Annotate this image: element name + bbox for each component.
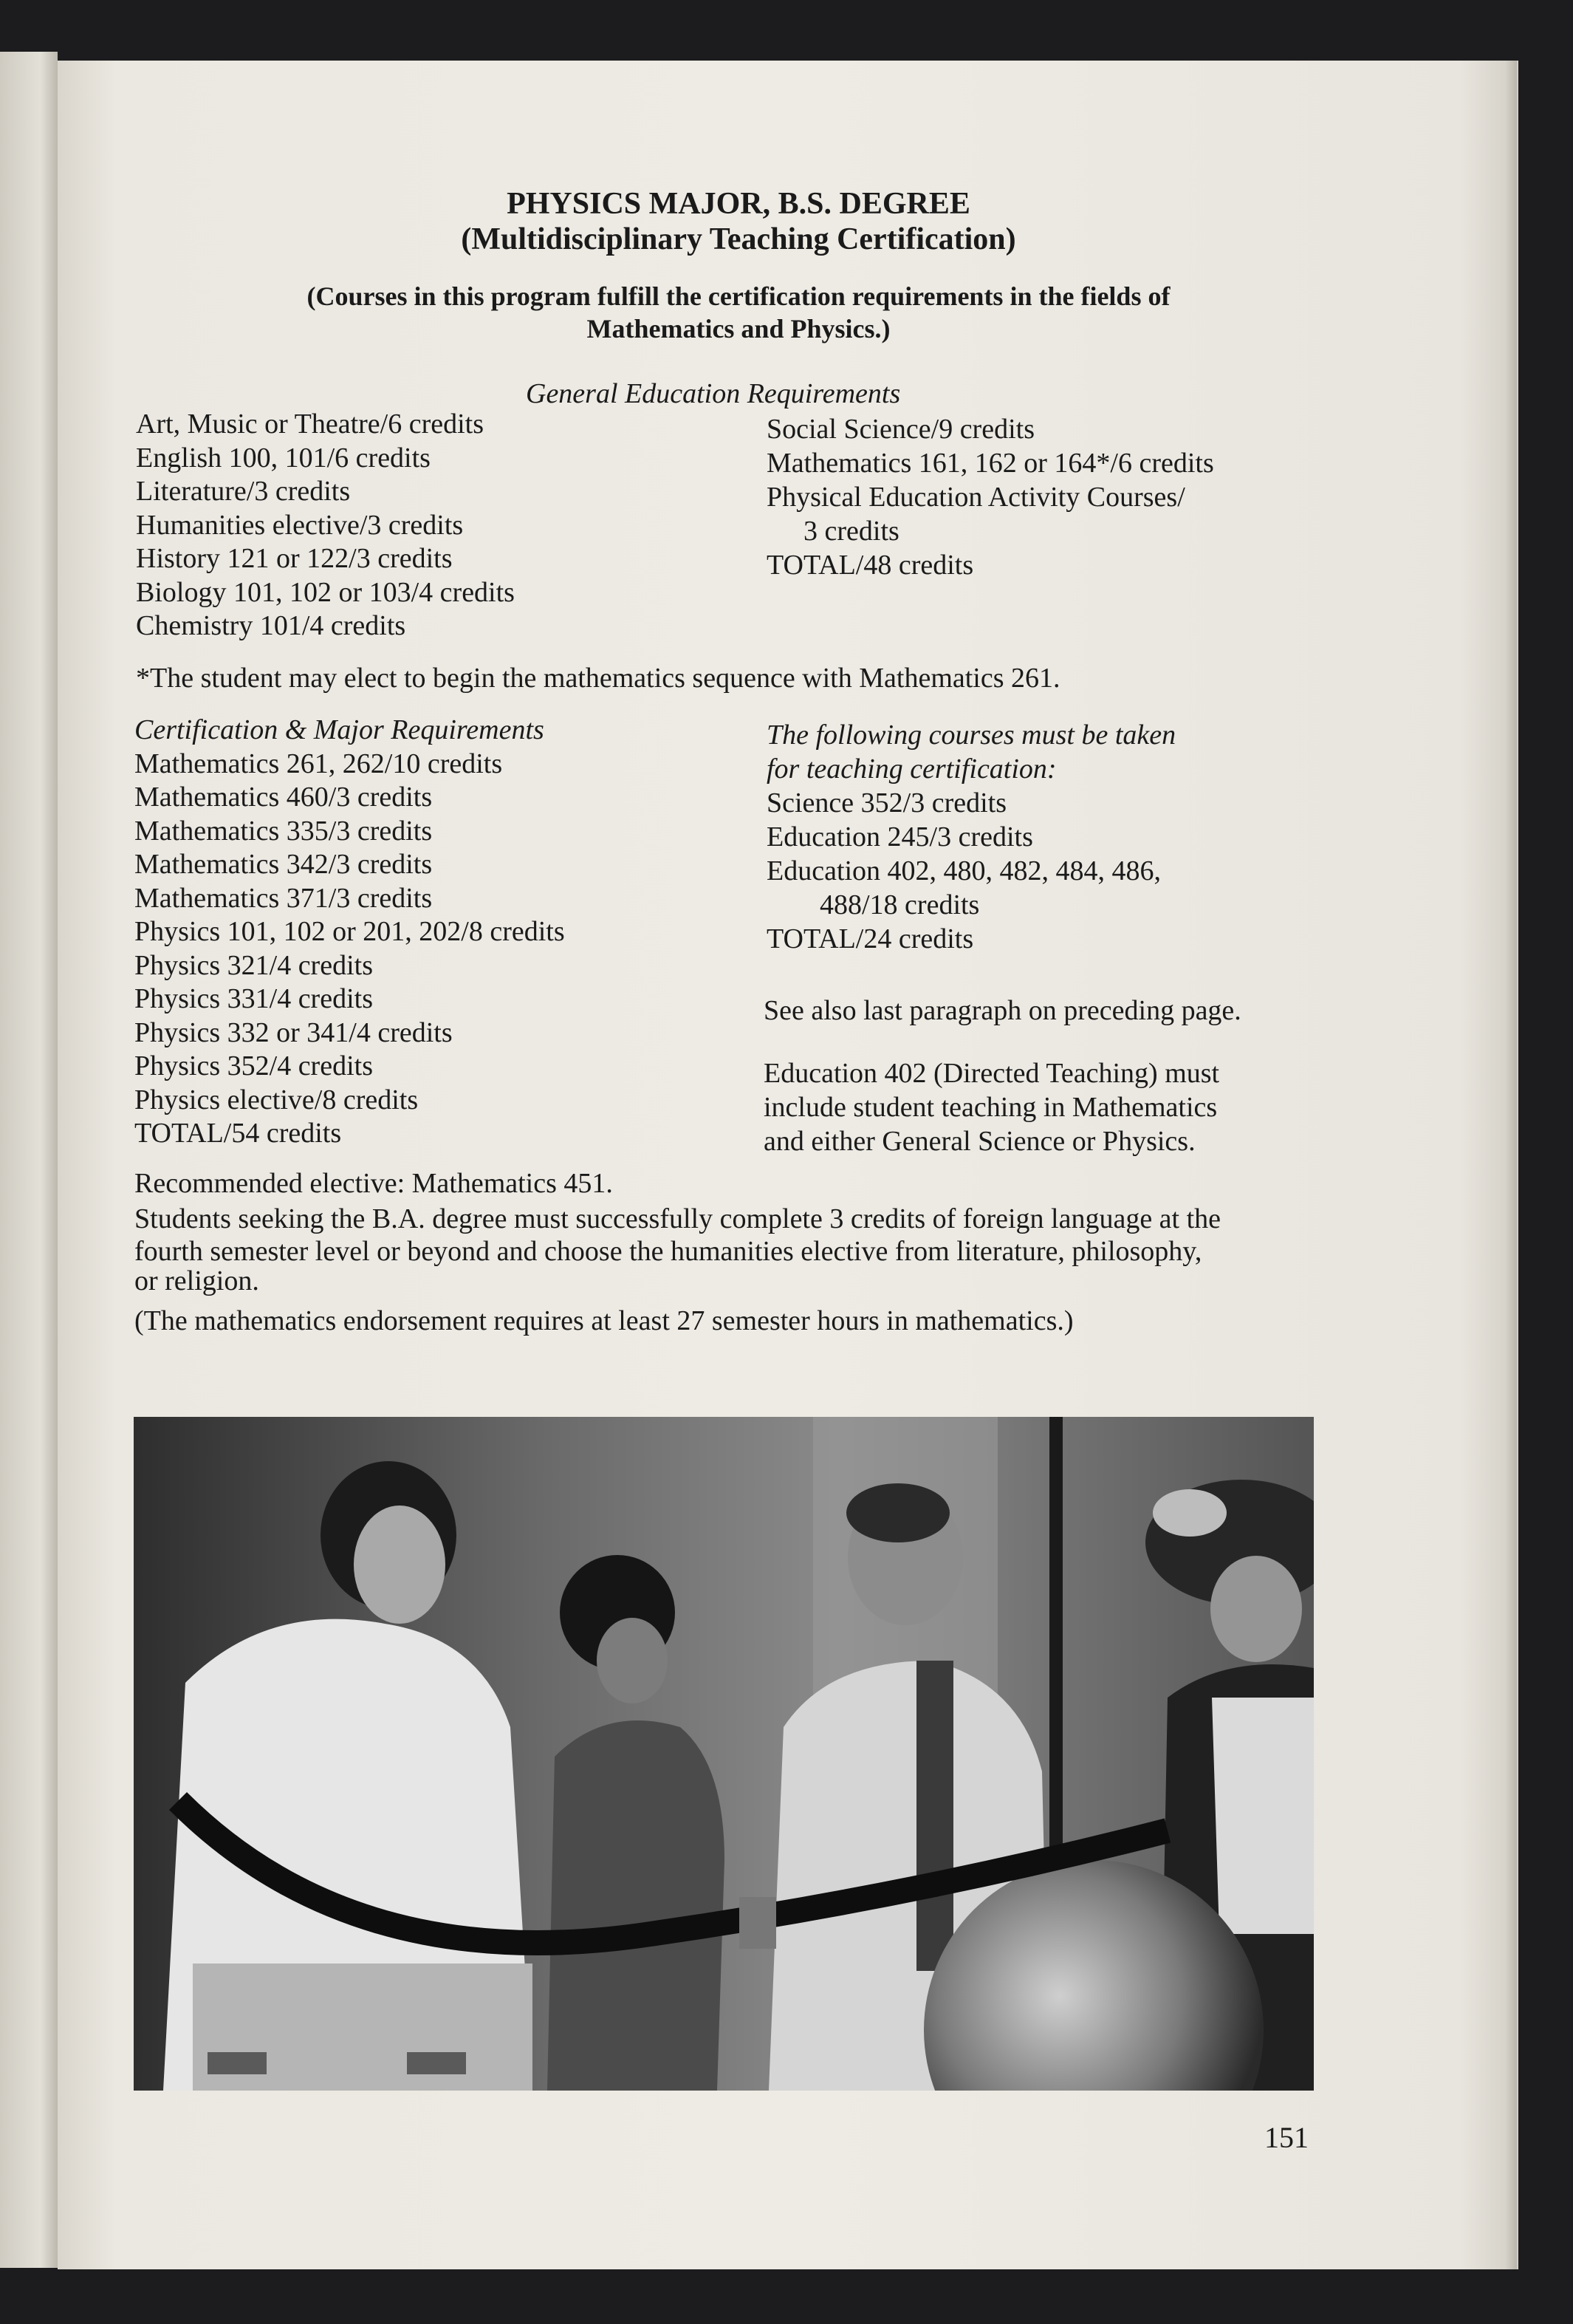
list-item: English 100, 101/6 credits xyxy=(136,442,431,474)
page-title: PHYSICS MAJOR, B.S. DEGREE xyxy=(507,187,970,221)
teaching-heading: The following courses must be taken xyxy=(767,720,1176,751)
list-item: Science 352/3 credits xyxy=(767,787,1007,818)
list-item: History 121 or 122/3 credits xyxy=(136,543,453,574)
note-line: include student teaching in Mathematics xyxy=(764,1092,1218,1123)
list-item: Education 402, 480, 482, 484, 486, xyxy=(767,855,1162,886)
note-line: Education 402 (Directed Teaching) must xyxy=(764,1058,1220,1089)
page-number: 151 xyxy=(1264,2121,1309,2154)
list-item: Art, Music or Theatre/6 credits xyxy=(136,409,484,440)
list-item: TOTAL/24 credits xyxy=(767,923,974,954)
teaching-cert-list xyxy=(767,718,1176,956)
education-note xyxy=(764,1056,1219,1158)
list-item: Literature/3 credits xyxy=(136,476,351,507)
cert-major-list xyxy=(134,714,565,1151)
page-title-subtitle: (Multidisciplinary Teaching Certification) xyxy=(461,222,1016,256)
recommended-elective: Recommended elective: Mathematics 451. xyxy=(134,1168,613,1199)
list-item: 3 credits xyxy=(803,516,899,547)
list-item: TOTAL/54 credits xyxy=(134,1118,342,1149)
list-item: Mathematics 261, 262/10 credits xyxy=(134,748,503,779)
page-edge xyxy=(1505,61,1517,2269)
list-item: Mathematics 161, 162 or 164*/6 credits xyxy=(767,448,1214,479)
gen-ed-left-list xyxy=(136,408,515,643)
note-line: and either General Science or Physics. xyxy=(764,1126,1196,1157)
list-item: Mathematics 371/3 credits xyxy=(134,882,433,914)
list-item: Physical Education Activity Courses/ xyxy=(767,482,1185,513)
list-item: 488/18 credits xyxy=(820,889,980,920)
facing-page-edge xyxy=(0,52,58,2268)
endorsement-note: (The mathematics endorsement requires at least 27 semester hours in mathematics.) xyxy=(134,1305,1074,1336)
classroom-photo xyxy=(134,1417,1314,2091)
gen-ed-heading: General Education Requirements xyxy=(526,378,901,409)
list-item: TOTAL/48 credits xyxy=(767,550,974,581)
list-item: Mathematics 460/3 credits xyxy=(134,782,433,813)
note-line: fourth semester level or beyond and choose the humanities elective from literature, philosophy, xyxy=(134,1236,1202,1267)
ba-degree-note xyxy=(134,1203,1221,1294)
list-item: Physics elective/8 credits xyxy=(134,1084,419,1115)
program-note-line1: (Courses in this program fulfill the certification requirements in the fields of xyxy=(306,281,1171,311)
list-item: Humanities elective/3 credits xyxy=(136,509,464,541)
see-also-note: See also last paragraph on preceding page. xyxy=(764,995,1241,1026)
note-line: or religion. xyxy=(134,1265,259,1296)
list-item: Mathematics 342/3 credits xyxy=(134,849,433,880)
list-item: Education 245/3 credits xyxy=(767,821,1033,852)
teaching-heading: for teaching certification: xyxy=(767,753,1057,785)
list-item: Physics 321/4 credits xyxy=(134,949,373,981)
list-item: Biology 101, 102 or 103/4 credits xyxy=(136,576,515,608)
list-item: Physics 332 or 341/4 credits xyxy=(134,1016,453,1048)
cert-heading: Certification & Major Requirements xyxy=(134,714,544,745)
list-item: Physics 101, 102 or 201, 202/8 credits xyxy=(134,916,565,947)
photo-illustration xyxy=(134,1417,1314,2091)
list-item: Physics 352/4 credits xyxy=(134,1050,373,1081)
footnote: *The student may elect to begin the mathematics sequence with Mathematics 261. xyxy=(136,663,1060,694)
gen-ed-right-list xyxy=(767,412,1214,582)
note-line: Students seeking the B.A. degree must successfully complete 3 credits of foreign language at the xyxy=(134,1203,1221,1234)
list-item: Social Science/9 credits xyxy=(767,414,1035,445)
list-item: Mathematics 335/3 credits xyxy=(134,815,433,847)
program-note-line2: Mathematics and Physics.) xyxy=(586,314,891,344)
list-item: Chemistry 101/4 credits xyxy=(136,610,406,641)
list-item: Physics 331/4 credits xyxy=(134,983,373,1014)
